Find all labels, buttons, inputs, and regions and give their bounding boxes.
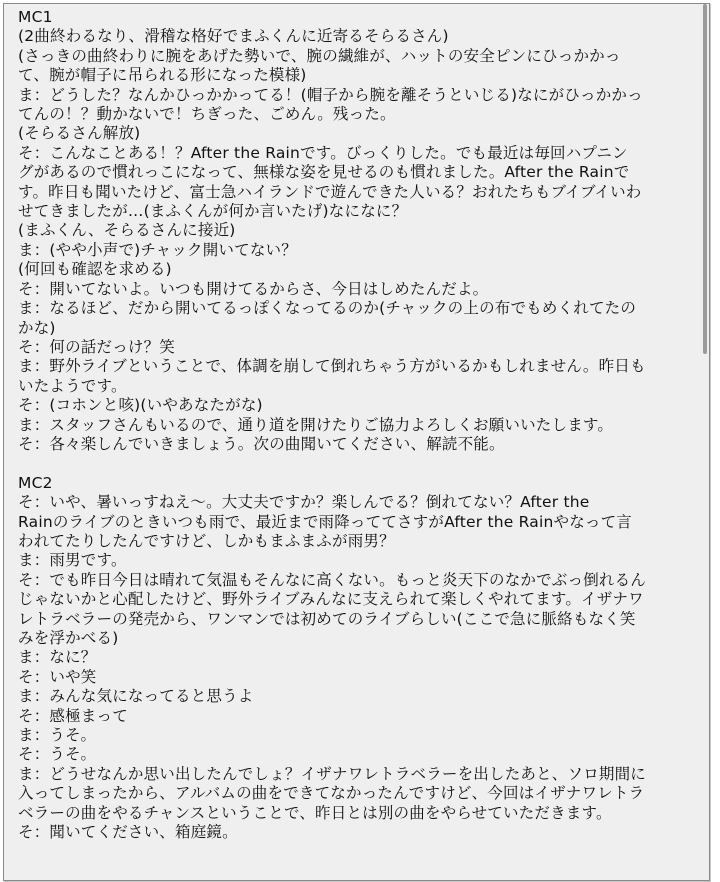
transcript-line: Rainのライブのときいつも雨で、最近まで雨降っててさすがAfter the Rainやなって言 — [18, 512, 632, 531]
transcript-line: そ：(コホンと咳)(いやあなたがな) — [18, 396, 263, 415]
mc1-heading: MC1 — [18, 8, 53, 26]
mc2-section — [18, 474, 702, 843]
transcript-line: いたようです。 — [18, 376, 127, 395]
transcript-line: (まふくん、そらるさんに接近) — [18, 221, 236, 240]
transcript-line: ま：なに？ — [18, 648, 97, 667]
transcript-line: ベラーの曲をやるチャンスということで、昨日とは別の曲をやらせていただきます。 — [18, 803, 612, 822]
transcript-line: じゃないかと心配したけど、野外ライブみんなに支えられて楽しくやれてます。イザナワ — [18, 590, 644, 609]
scrollbar-thumb[interactable] — [703, 4, 707, 354]
transcript-line: そ：いや、暑いっすねえ～。大丈夫ですか？楽しんでる？倒れてない？After the — [18, 493, 590, 512]
transcript-line: グがあるので慣れっこになって、無様な姿を見せるのも慣れました。After the Rainで — [18, 163, 630, 182]
transcript-line: そ：開いてないよ。いつも開けてるからさ、今日はしめたんだよ。 — [18, 279, 489, 298]
transcript-line: そ：いや笑 — [18, 667, 97, 686]
text-panel — [3, 3, 710, 881]
transcript-line: ま：(やや小声で)チャック開いてない？ — [18, 240, 297, 259]
transcript-line: そ：うそ。 — [18, 745, 97, 764]
transcript-line: ま：どうした？なんかひっかかってる！(帽子から腕を離そうといじる)なにがひっかかっ — [18, 85, 643, 104]
transcript-line: われてたりしたんですけど、しかもまふまふが雨男？ — [18, 531, 395, 550]
transcript-line: ま：なるほど、だから開いてるっぽくなってるのか(チャックの上の布でもめくれてたの — [18, 299, 637, 318]
transcript — [18, 8, 702, 842]
transcript-line: ま：スタッフさんもいるので、通り道を開けたりご協力よろしくお願いいたします。 — [18, 415, 614, 434]
transcript-line: せてきましたが…(まふくんが何か言いたげ)なになに？ — [18, 202, 408, 221]
transcript-line: みを浮かべる) — [18, 628, 119, 647]
transcript-line: ま：みんな気になってると思うよ — [18, 687, 254, 706]
transcript-line: (2曲終わるなり、滑稽な格好でまふくんに近寄るそらるさん) — [18, 27, 449, 46]
transcript-line: てんの！？動かないで！ちぎった、ごめん。残った。 — [18, 105, 396, 124]
transcript-line: て、腕が帽子に吊られる形になった模様) — [18, 66, 307, 85]
transcript-line: そ：聞いてください、箱庭鏡。 — [18, 823, 238, 842]
mc1-lines — [18, 27, 702, 454]
transcript-line: (そらるさん解放) — [18, 124, 141, 143]
transcript-line: そ：でも昨日今日は晴れて気温もそんなに高くない。もっと炎天下のなかでぶっ倒れるん — [18, 570, 647, 589]
transcript-line: ま：野外ライブということで、体調を崩して倒れちゃう方がいるかもしれません。昨日も — [18, 357, 646, 376]
transcript-line: 入ってしまったから、アルバムの曲をできてなかったんですけど、今回はイザナワレトラ — [18, 784, 645, 803]
transcript-line: かな) — [18, 318, 56, 337]
transcript-line: ま：雨男です。 — [18, 551, 127, 570]
mc2-heading: MC2 — [18, 473, 53, 492]
mc2-lines — [18, 493, 702, 842]
transcript-line: す。昨日も聞いたけど、富士急ハイランドで遊んできた人いる？おれたちもブイブイいわ — [18, 182, 642, 201]
transcript-line: ま：どうせなんか思い出したんでしょ？イザナワレトラベラーを出したあと、ソロ期間に — [18, 764, 647, 783]
vertical-scrollbar[interactable] — [699, 4, 709, 880]
transcript-line: (何回も確認を求める) — [18, 260, 172, 279]
mc1-section — [18, 8, 702, 454]
transcript-line: そ：何の話だっけ？笑 — [18, 337, 176, 356]
transcript-line: ま：うそ。 — [18, 726, 97, 745]
transcript-line: レトラベラーの発売から、ワンマンでは初めてのライブらしい(ここで急に脈絡もなく笑 — [18, 609, 636, 628]
transcript-line: (さっきの曲終わりに腕をあげた勢いで、腕の繊維が、ハットの安全ピンにひっかかっ — [18, 46, 621, 65]
transcript-line: そ：感極まって — [18, 706, 128, 725]
transcript-line: そ：こんなことある！？After the Rainです。びっくりした。でも最近は毎回ハプニン — [18, 143, 628, 162]
transcript-line: そ：各々楽しんでいきましょう。次の曲聞いてください、解読不能。 — [18, 434, 505, 453]
